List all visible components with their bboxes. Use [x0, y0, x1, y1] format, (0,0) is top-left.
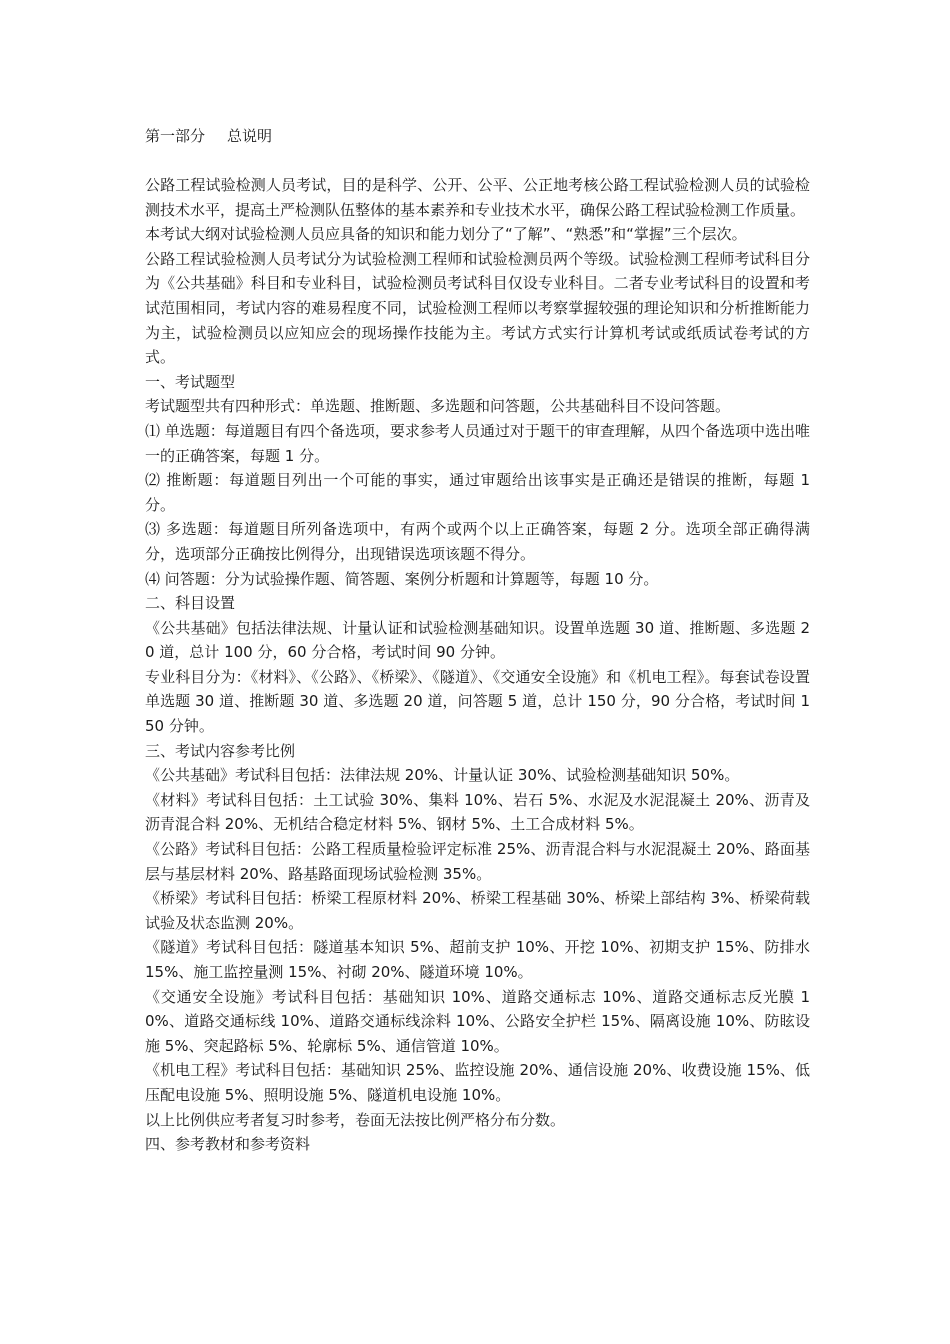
- subjects-public-basics: 《公共基础》包括法律法规、计量认证和试验检测基础知识。设置单选题 30 道、推断题、多选题 20 道，总计 100 分，60 分合格，考试时间 90 分钟。: [145, 618, 810, 662]
- question-type-single-choice: ⑴ 单选题：每道题目有四个备选项，要求参考人员通过对于题干的审查理解，从四个备选项中选出唯一的正确答案，每题 1 分。: [145, 421, 810, 465]
- ratio-tunnel: 《隧道》考试科目包括：隧道基本知识 5%、超前支护 10%、开挖 10%、初期支护 15%、防排水 15%、施工监控量测 15%、衬砌 20%、隧道环境 10%。: [145, 938, 810, 981]
- ratio-bridge: 《桥梁》考试科目包括：桥梁工程原材料 20%、桥梁工程基础 30%、桥梁上部结构 3%、桥梁荷载试验及状态监测 20%。: [145, 889, 810, 932]
- ratio-public-basics: 《公共基础》考试科目包括：法律法规 20%、计量认证 30%、试验检测基础知识 50%。: [145, 766, 740, 785]
- ratio-electromechanical: 《机电工程》考试科目包括：基础知识 25%、监控设施 20%、通信设施 20%、收费设施 15%、低压配电设施 5%、照明设施 5%、隧道机电设施 10%。: [145, 1061, 810, 1104]
- subjects-professional: 专业科目分为：《材料》、《公路》、《桥梁》、《隧道》、《交通安全设施》和《机电工程》。每套试卷设置单选题 30 道、推断题 30 道、多选题 20 道，问答题 5 道，总计 150 分，90 分合格，考试时间 150 分钟。: [145, 667, 810, 736]
- question-type-judgment: ⑵ 推断题：每道题目列出一个可能的事实，通过审题给出该事实是正确还是错误的推断，每题 1 分。: [145, 471, 810, 514]
- title-part: 第一部分: [145, 127, 206, 145]
- question-type-multiple-choice: ⑶ 多选题：每道题目所列备选项中，有两个或两个以上正确答案，每题 2 分。选项全部正确得满分，选项部分正确按比例得分，出现错误选项该题不得分。: [145, 520, 810, 563]
- title-text: 总说明: [227, 127, 273, 145]
- section-heading-subjects: 二、科目设置: [145, 594, 236, 613]
- question-type-essay: ⑷ 问答题：分为试验操作题、简答题、案例分析题和计算题等，每题 10 分。: [145, 569, 659, 588]
- intro-paragraph-3: 公路工程试验检测人员考试分为试验检测工程师和试验检测员两个等级。试验检测工程师考试科目分为《公共基础》科目和专业科目，试验检测员考试科目仅设专业科目。二者专业考试科目的设置和考试范围相同，考试内容的难易程度不同，试验检测工程师以考察掌握较强的理论知识和分析推断能力为主，试验检测员以应知应会的现场操作技能为主。考试方式实行计算机考试或纸质试卷考试的方式。: [145, 249, 810, 367]
- ratio-highway: 《公路》考试科目包括：公路工程质量检验评定标准 25%、沥青混合料与水泥混凝土 20%、路面基层与基层材料 20%、路基路面现场试验检测 35%。: [145, 840, 810, 883]
- intro-paragraph-2: 本考试大纲对试验检测人员应具备的知识和能力划分了“了解”、“熟悉”和“掌握”三个层次。: [145, 225, 747, 244]
- section-heading-question-types: 一、考试题型: [145, 372, 236, 391]
- question-types-intro: 考试题型共有四种形式：单选题、推断题、多选题和问答题，公共基础科目不设问答题。: [145, 397, 731, 416]
- ratio-traffic-safety: 《交通安全设施》考试科目包括：基础知识 10%、道路交通标志 10%、道路交通标志反光膜 10%、道路交通标线 10%、道路交通标线涂料 10%、公路安全护栏 15%、隔离设施 10%、防眩设施 5%、突起路标 5%、轮廓标 5%、通信管道 10%。: [145, 987, 810, 1055]
- document-title: [145, 124, 810, 148]
- ratio-note: 以上比例供应考者复习时参考，卷面无法按比例严格分布分数。: [145, 1110, 566, 1129]
- section-heading-reference-materials: 四、参考教材和参考资料: [145, 1135, 311, 1154]
- document-page: [145, 124, 810, 1157]
- ratio-materials: 《材料》考试科目包括：土工试验 30%、集料 10%、岩石 5%、水泥及水泥混凝土 20%、沥青及沥青混合料 20%、无机结合稳定材料 5%、钢材 5%、土工合成材料 5%。: [145, 790, 810, 834]
- intro-paragraph-1: 公路工程试验检测人员考试，目的是科学、公开、公平、公正地考核公路工程试验检测人员的试验检测技术水平，提高土严检测队伍整体的基本素养和专业技术水平，确保公路工程试验检测工作质量。: [145, 176, 810, 219]
- section-heading-content-ratio: 三、考试内容参考比例: [145, 741, 296, 760]
